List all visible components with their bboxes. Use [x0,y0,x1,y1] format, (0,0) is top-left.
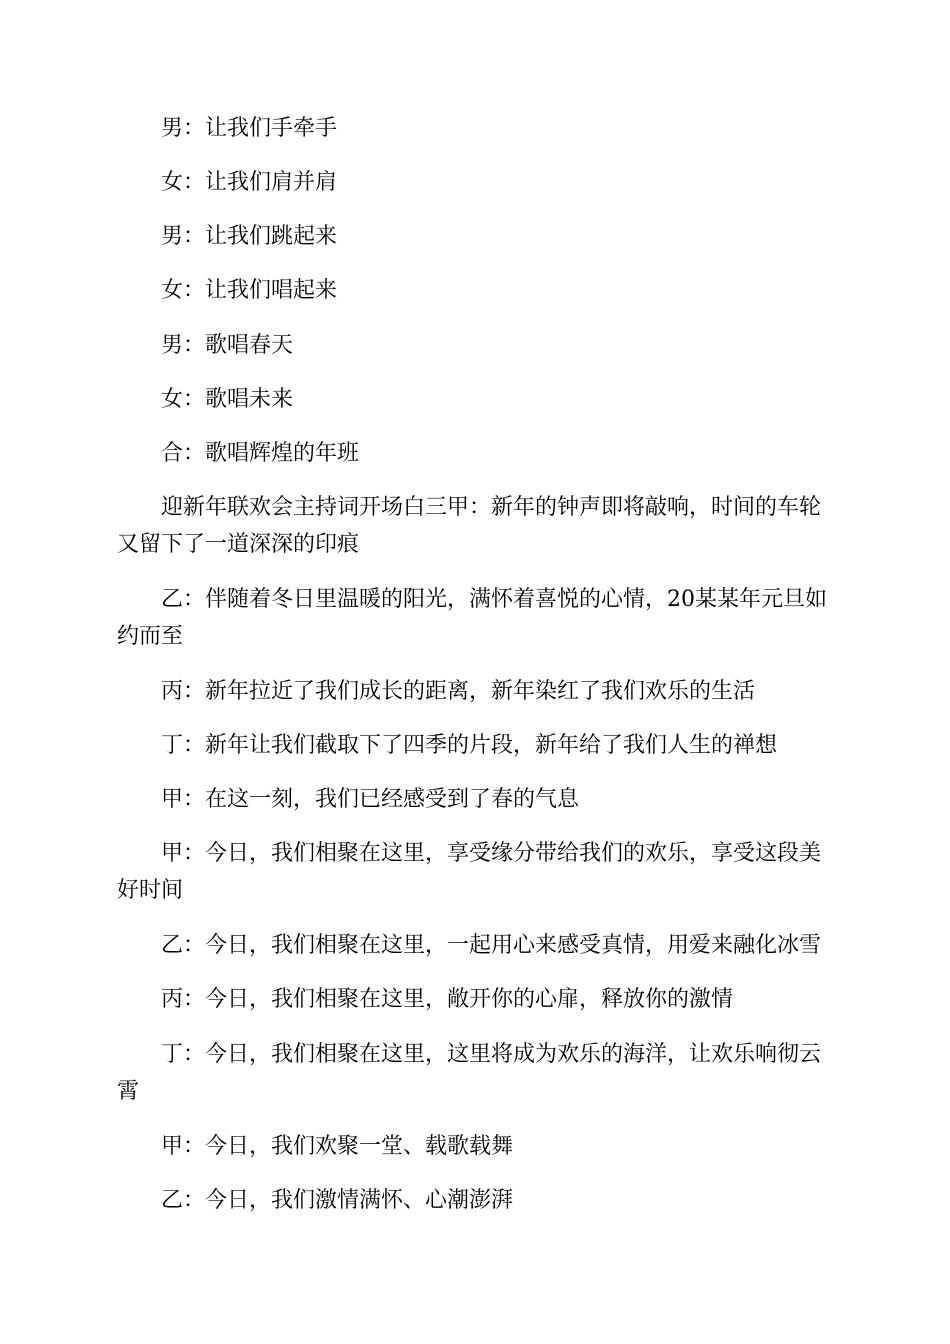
paragraph-15: 丙：今日，我们相聚在这里，敞开你的心扉，释放你的激情 [161,987,734,1012]
paragraph-1: 男：让我们手牵手 [161,116,338,141]
paragraph-11: 丁：新年让我们截取下了四季的片段，新年给了我们人生的禅想 [161,733,778,758]
paragraph-16: 丁：今日，我们相聚在这里，这里将成为欢乐的海洋，让欢乐响彻云霄 [117,1042,822,1104]
paragraph-12: 甲：在这一刻，我们已经感受到了春的气息 [161,787,580,812]
paragraph-14: 乙：今日，我们相聚在这里，一起用心来感受真情，用爱来融化冰雪 [161,933,822,958]
paragraph-2: 女：让我们肩并肩 [161,170,338,195]
paragraph-13: 甲：今日，我们相聚在这里，享受缘分带给我们的欢乐，享受这段美好时间 [117,841,822,903]
paragraph-9: 乙：伴随着冬日里温暖的阳光，满怀着喜悦的心情，20某某年元旦如约而至 [117,587,827,649]
paragraph-4: 女：让我们唱起来 [161,278,338,303]
paragraph-3: 男：让我们跳起来 [161,224,338,249]
paragraph-18: 乙：今日，我们激情满怀、心潮澎湃 [161,1188,514,1213]
paragraph-7: 合：歌唱辉煌的年班 [161,441,360,466]
paragraph-5: 男：歌唱春天 [161,333,294,358]
paragraph-17: 甲：今日，我们欢聚一堂、载歌载舞 [161,1134,514,1159]
paragraph-10: 丙：新年拉近了我们成长的距离，新年染红了我们欢乐的生活 [161,679,756,704]
paragraph-6: 女：歌唱未来 [161,387,294,412]
paragraph-8: 迎新年联欢会主持词开场白三甲：新年的钟声即将敲响，时间的车轮又留下了一道深深的印痕 [117,495,822,557]
